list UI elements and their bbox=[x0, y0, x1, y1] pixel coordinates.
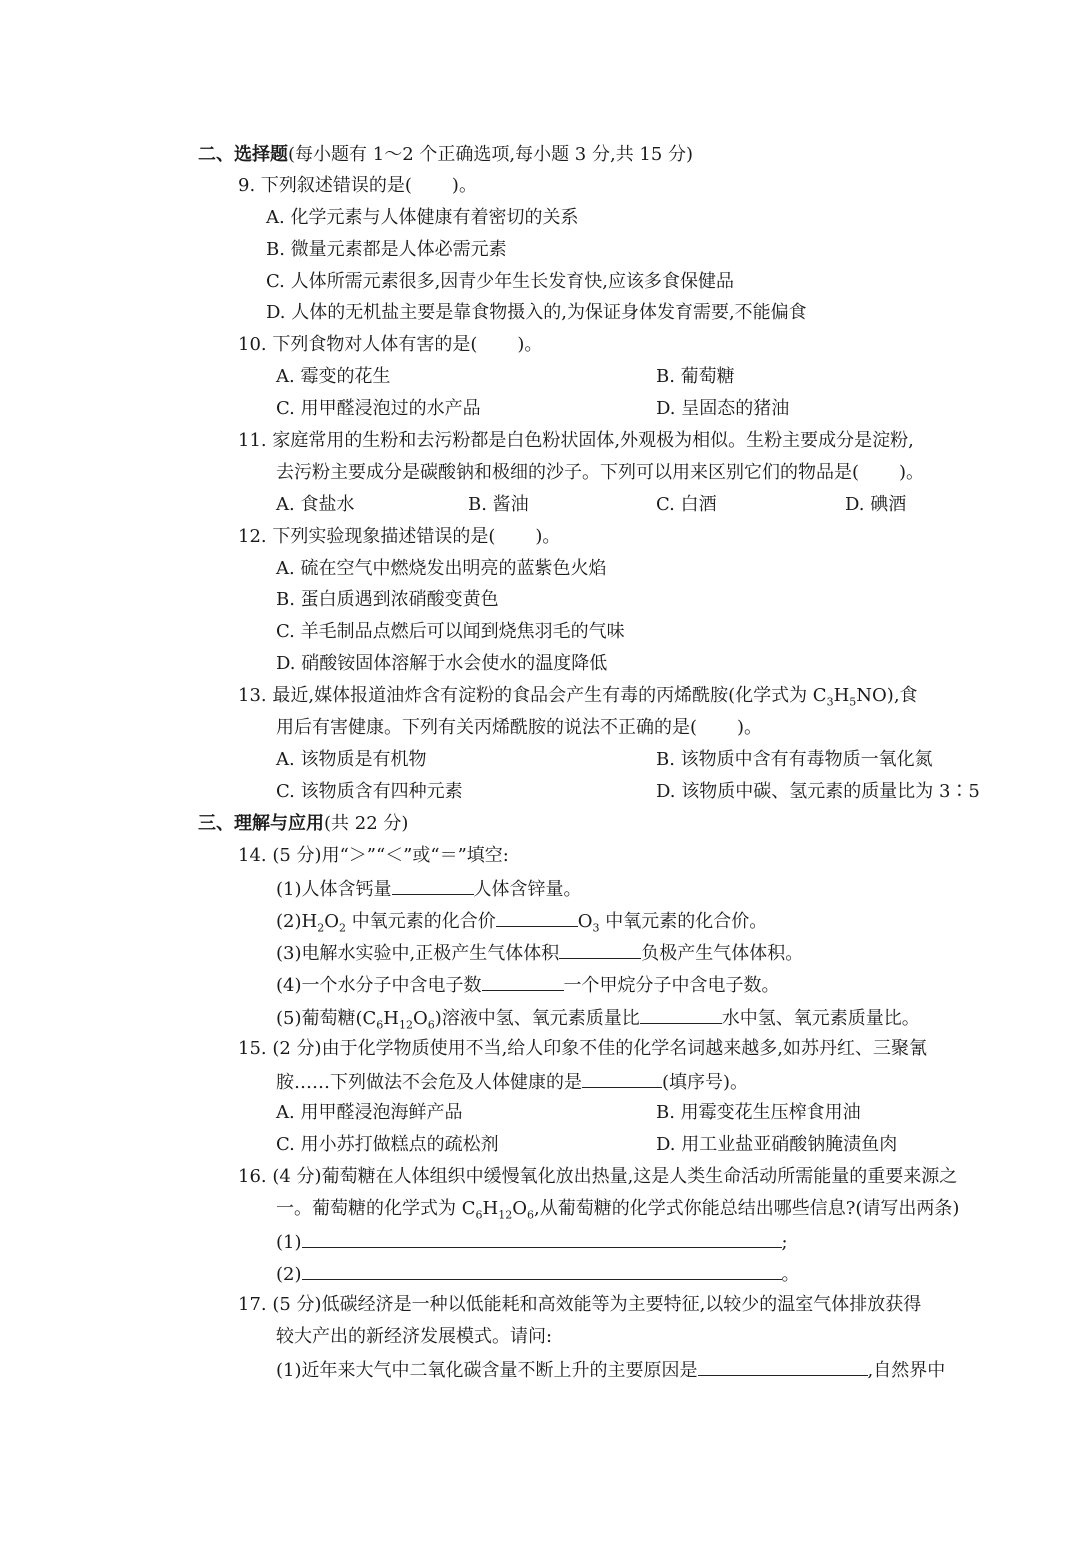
question-stem: 较大产出的新经济发展模式。请问: bbox=[276, 1326, 553, 1347]
answer-blank[interactable] bbox=[302, 1259, 782, 1280]
item-text: ,自然界中 bbox=[867, 1360, 946, 1381]
option: D. 呈固态的猪油 bbox=[656, 398, 790, 419]
item-text: 负极产生气体体积。 bbox=[641, 943, 804, 964]
stem-text: (填序号)。 bbox=[662, 1072, 749, 1093]
option: B. 酱油 bbox=[468, 494, 529, 515]
stem-text: H bbox=[482, 1198, 499, 1219]
subscript: 3 bbox=[826, 695, 834, 709]
option: A. 该物质是有机物 bbox=[276, 749, 427, 770]
question-stem: 17. (5 分)低碳经济是一种以低能耗和高效能等为主要特征,以较少的温室气体排放获得 bbox=[238, 1294, 922, 1315]
section-title: 三、理解与应用 bbox=[198, 813, 324, 834]
stem-text: NO),食 bbox=[856, 685, 918, 706]
option: C. 用甲醛浸泡过的水产品 bbox=[276, 398, 481, 419]
option: A. 霉变的花生 bbox=[276, 366, 391, 387]
option: D. 该物质中碳、氢元素的质量比为 3∶5 bbox=[656, 781, 980, 802]
stem-text: 12. 下列实验现象描述错误的是( bbox=[238, 526, 496, 547]
item-text: O bbox=[413, 1008, 428, 1029]
option: C. 白酒 bbox=[656, 494, 717, 515]
question-stem: 15. (2 分)由于化学物质使用不当,给人印象不佳的化学名词越来越多,如苏丹红、三聚氰 bbox=[238, 1038, 928, 1059]
item-text: 一个甲烷分子中含电子数。 bbox=[563, 975, 780, 996]
option: A. 用甲醛浸泡海鲜产品 bbox=[276, 1102, 463, 1123]
answer-line bbox=[276, 1227, 788, 1255]
answer-blank[interactable] bbox=[640, 1003, 722, 1024]
option: D. 硝酸铵固体溶解于水会使水的温度降低 bbox=[276, 653, 608, 674]
stem-text: 13. 最近,媒体报道油炸含有淀粉的食品会产生有毒的丙烯酰胺(化学式为 C bbox=[238, 685, 827, 706]
option: D. 人体的无机盐主要是靠食物摄入的,为保证身体发育需要,不能偏食 bbox=[266, 302, 807, 323]
subscript: 6 bbox=[526, 1208, 534, 1222]
question-stem: 11. 家庭常用的生粉和去污粉都是白色粉状固体,外观极为相似。生粉主要成分是淀粉, bbox=[238, 430, 914, 451]
stem-text: 一。葡萄糖的化学式为 C bbox=[276, 1198, 476, 1219]
subscript: 12 bbox=[399, 1018, 413, 1032]
stem-text: )。 bbox=[737, 717, 763, 738]
option: A. 化学元素与人体健康有着密切的关系 bbox=[266, 207, 579, 228]
question-stem bbox=[276, 714, 762, 742]
stem-text: O bbox=[512, 1198, 527, 1219]
item-text: (1)人体含钙量 bbox=[276, 879, 392, 900]
question-stem bbox=[276, 459, 924, 487]
question-stem bbox=[276, 1067, 748, 1095]
subscript: 6 bbox=[427, 1018, 435, 1032]
answer-blank[interactable] bbox=[392, 874, 474, 895]
item-text: 人体含锌量。 bbox=[473, 879, 582, 900]
option: B. 用霉变花生压榨食用油 bbox=[656, 1102, 861, 1123]
item-text: (3)电解水实验中,正极产生气体体积 bbox=[276, 943, 560, 964]
option: C. 羊毛制品点燃后可以闻到烧焦羽毛的气味 bbox=[276, 621, 625, 642]
stem-text: )。 bbox=[451, 175, 477, 196]
item-text: (1)近年来大气中二氧化碳含量不断上升的主要原因是 bbox=[276, 1360, 698, 1381]
answer-blank[interactable] bbox=[559, 938, 641, 959]
subscript: 3 bbox=[592, 921, 600, 935]
item-text: H bbox=[383, 1008, 399, 1029]
option: B. 微量元素都是人体必需元素 bbox=[266, 239, 507, 260]
question-stem bbox=[276, 1195, 959, 1223]
question-stem bbox=[238, 331, 542, 359]
question-stem bbox=[238, 523, 560, 551]
stem-text: 9. 下列叙述错误的是( bbox=[238, 175, 412, 196]
answer-blank[interactable] bbox=[698, 1355, 868, 1376]
stem-text: )。 bbox=[517, 334, 543, 355]
section-note: (共 22 分) bbox=[324, 813, 409, 834]
stem-text: 胺……下列做法不会危及人体健康的是 bbox=[276, 1072, 582, 1093]
item-text: O bbox=[577, 911, 593, 932]
fill-item bbox=[276, 1355, 945, 1383]
option: D. 碘酒 bbox=[845, 494, 907, 515]
fill-item bbox=[276, 874, 582, 902]
option: B. 蛋白质遇到浓硝酸变黄色 bbox=[276, 589, 499, 610]
option: A. 硫在空气中燃烧发出明亮的蓝紫色火焰 bbox=[276, 558, 607, 579]
item-text: 水中氢、氧元素质量比。 bbox=[721, 1008, 920, 1029]
section-note: (每小题有 1～2 个正确选项,每小题 3 分,共 15 分) bbox=[288, 144, 694, 165]
option: B. 葡萄糖 bbox=[656, 366, 735, 387]
stem-text: ,从葡萄糖的化学式你能总结出哪些信息?(请写出两条) bbox=[533, 1198, 960, 1219]
item-text: ; bbox=[781, 1232, 788, 1253]
subscript: 6 bbox=[376, 1018, 384, 1032]
option: D. 用工业盐亚硝酸钠腌渍鱼肉 bbox=[656, 1134, 898, 1155]
item-text: (2)H bbox=[276, 911, 318, 932]
subscript: 5 bbox=[849, 695, 857, 709]
subscript: 6 bbox=[475, 1208, 483, 1222]
answer-line bbox=[276, 1259, 800, 1287]
answer-blank[interactable] bbox=[482, 970, 564, 991]
item-text: )溶液中氢、氧元素质量比 bbox=[434, 1008, 640, 1029]
item-text: O bbox=[324, 911, 339, 932]
item-text: (2) bbox=[276, 1264, 302, 1285]
question-stem: 16. (4 分)葡萄糖在人体组织中缓慢氧化放出热量,这是人类生命活动所需能量的重要来源之 bbox=[238, 1166, 958, 1187]
question-stem bbox=[238, 172, 477, 200]
answer-blank[interactable] bbox=[582, 1067, 662, 1088]
stem-text: H bbox=[833, 685, 850, 706]
fill-item bbox=[276, 938, 803, 966]
item-text: (5)葡萄糖(C bbox=[276, 1008, 377, 1029]
section-title: 二、选择题 bbox=[198, 144, 288, 165]
item-text: 中氧元素的化合价。 bbox=[599, 911, 768, 932]
section-heading bbox=[198, 141, 693, 169]
option: C. 人体所需元素很多,因青少年生长发育快,应该多食保健品 bbox=[266, 271, 735, 292]
option: B. 该物质中含有有毒物质一氧化氮 bbox=[656, 749, 933, 770]
option: C. 用小苏打做糕点的疏松剂 bbox=[276, 1134, 499, 1155]
option: C. 该物质含有四种元素 bbox=[276, 781, 463, 802]
item-text: (4)一个水分子中含电子数 bbox=[276, 975, 482, 996]
section-heading bbox=[198, 810, 408, 838]
fill-item bbox=[276, 1003, 920, 1031]
question-stem bbox=[238, 682, 918, 710]
option: A. 食盐水 bbox=[276, 494, 355, 515]
stem-text: )。 bbox=[899, 462, 925, 483]
question-stem: 14. (5 分)用“＞”“＜”或“＝”填空: bbox=[238, 845, 509, 866]
fill-item bbox=[276, 906, 767, 934]
answer-blank[interactable] bbox=[496, 906, 578, 927]
stem-text: 去污粉主要成分是碳酸钠和极细的沙子。下列可以用来区别它们的物品是( bbox=[276, 462, 860, 483]
stem-text: 10. 下列食物对人体有害的是( bbox=[238, 334, 478, 355]
subscript: 2 bbox=[338, 921, 346, 935]
stem-text: 用后有害健康。下列有关丙烯酰胺的说法不正确的是( bbox=[276, 717, 698, 738]
fill-item bbox=[276, 970, 780, 998]
item-text: (1) bbox=[276, 1232, 302, 1253]
stem-text: )。 bbox=[535, 526, 561, 547]
item-text: 中氧元素的化合价 bbox=[345, 911, 496, 932]
subscript: 12 bbox=[498, 1208, 513, 1222]
subscript: 2 bbox=[317, 921, 325, 935]
item-text: 。 bbox=[781, 1264, 800, 1285]
answer-blank[interactable] bbox=[302, 1227, 782, 1248]
